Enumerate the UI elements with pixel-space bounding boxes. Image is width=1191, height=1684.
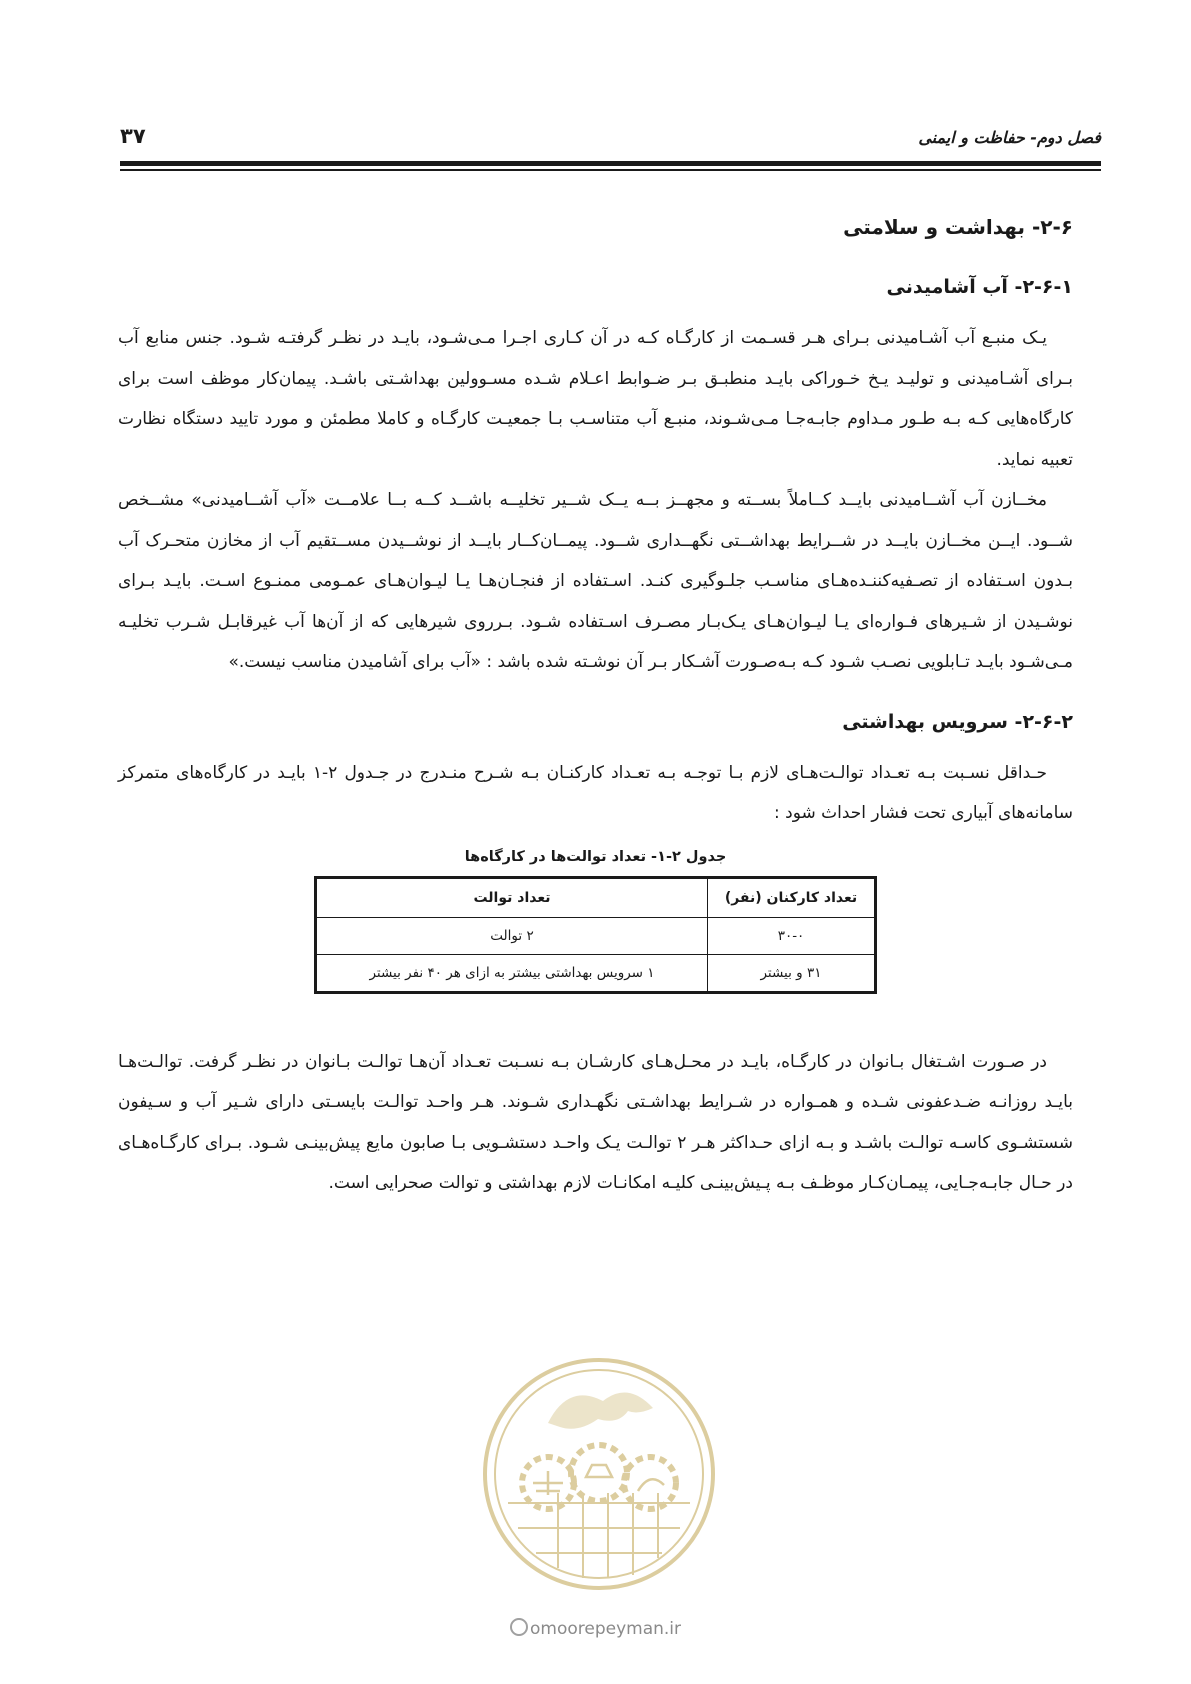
table-caption: جدول ۲-۱- تعداد توالت‌ها در کارگاه‌ها [464, 848, 727, 865]
paragraph: یـک منبـع آب آشـامیدنی بـرای هـر قسـمت از کارگـاه کـه در آن کـاری اجـرا مـی‌شـود، بایـد در نظـر گرفتـه شـود. جنس منابع آب بـرای آشـامیدنی و تولیـد یـخ خـوراکی بایـد منطبـق بـر ضـوابط اعـلام شـده مسـوولین بهداشـتی باشـد. پیمان‌کار موظف است برای کارگاه‌هایی کـه بـه طـور مـداوم جابـه‌جـا مـی‌شـوند، منبـع آب متناسـب بـا جمعیـت کارگـاه و کاملا مطمئن و مورد تایید دستگاه نظارت تعبیه نماید. [118, 328, 1073, 470]
running-header [120, 124, 1101, 164]
paragraph: مخــازن آب آشــامیدنی بایــد کــاملاً بســته و مجهــز بــه یــک شــیر تخلیــه باشــد کــه بــا علامــت «آب آشــامیدنی» مشــخص شــود. ایــن مخــازن بایــد در شــرایط بهداشــتی نگهــداری شــود. پیمــان‌کــار بایــد از نوشــیدن مســتقیم آب از مخازن متحـرک آب بـدون اسـتفاده از تصـفیه‌کننـده‌هـای مناسـب جلـوگیری کنـد. اسـتفاده از فنجـان‌هـا یـا لیـوان‌هـای عمـومی ممنـوع اسـت. بایـد بـرای نوشـیدن از شـیرهای فـواره‌ای یـا لیـوان‌هـای یـک‌بـار مصـرف اسـتفاده شـود. بـرروی شیرهایی که از آن‌ها آب غیرقابـل شـرب تخلیـه مـی‌شـود بایـد تـابلویی نصـب شـود کـه بـه‌صـورت آشـکار بـر آن نوشـته شده باشد : «آب برای آشامیدن مناسب نیست.» [118, 490, 1073, 672]
column-header: تعداد کارکنان (نفر) [708, 877, 876, 917]
column-header: تعداد توالت [316, 877, 708, 917]
table-header-row [316, 877, 876, 917]
table-cell: ۳۰-۰ [708, 917, 876, 954]
table-row [316, 917, 876, 954]
chapter-title: فصل دوم- حفاظت و ایمنی [918, 128, 1101, 147]
site-watermark [0, 1618, 1191, 1639]
paragraph: در صـورت اشـتغال بـانوان در کارگـاه، بایـد در محـل‌هـای کارشـان بـه نسـبت تعـداد آن‌هـا توالـت بـانوان در نظـر گرفت. توالـت‌هـا بایـد روزانـه ضـدعفونی شـده و همـواره در شـرایط بهداشـتی نگهـداری شـوند. هـر واحـد توالـت بایسـتی دارای شـیر آب و سـیفون شستشـوی کاسـه توالـت باشـد و بـه ازای حـداکثر هـر ۲ توالـت یـک واحـد دستشـویی بـا صابون مایع پیش‌بینـی شـود. بـرای کارگـاه‌هـای در حـال جابـه‌جـایی، پیمـان‌کـار موظـف بـه پـیش‌بینـی کلیـه امکانـات لازم بهداشتی و توالت صحرایی است. [118, 1051, 1074, 1193]
subsection-heading-sanitary-service: ۲-۶-۲- سرویس بهداشتی [842, 710, 1073, 733]
paragraph: حـداقل نسـبت بـه تعـداد توالـت‌هـای لازم بـا توجـه بـه تعـداد کارکنـان بـه شـرح منـدرج در جـدول ۲-۱ بایـد در کارگاه‌های متمرکز سامانه‌های آبیاری تحت فشار احداث شود : [118, 762, 1073, 823]
header-rule-thin [120, 169, 1101, 171]
publisher-seal-logo [478, 1353, 720, 1595]
page-number: ۳۷ [120, 124, 146, 148]
watermark-text: omoorepeyman.ir [529, 1619, 682, 1639]
table-row [316, 954, 876, 992]
subsection-heading-drinking-water: ۲-۶-۱- آب آشامیدنی [886, 276, 1073, 298]
page-body [118, 210, 1073, 1204]
table-cell: ۳۱ و بیشتر [708, 954, 876, 992]
table-cell: ۱ سرویس بهداشتی بیشتر به ازای هر ۴۰ نفر بیشتر [316, 954, 708, 992]
header-rule-thick [120, 161, 1101, 166]
table-cell: ۲ توالت [316, 917, 708, 954]
at-icon [510, 1618, 528, 1636]
toilets-table [314, 876, 877, 994]
section-heading: ۲-۶- بهداشت و سلامتی [843, 215, 1073, 239]
